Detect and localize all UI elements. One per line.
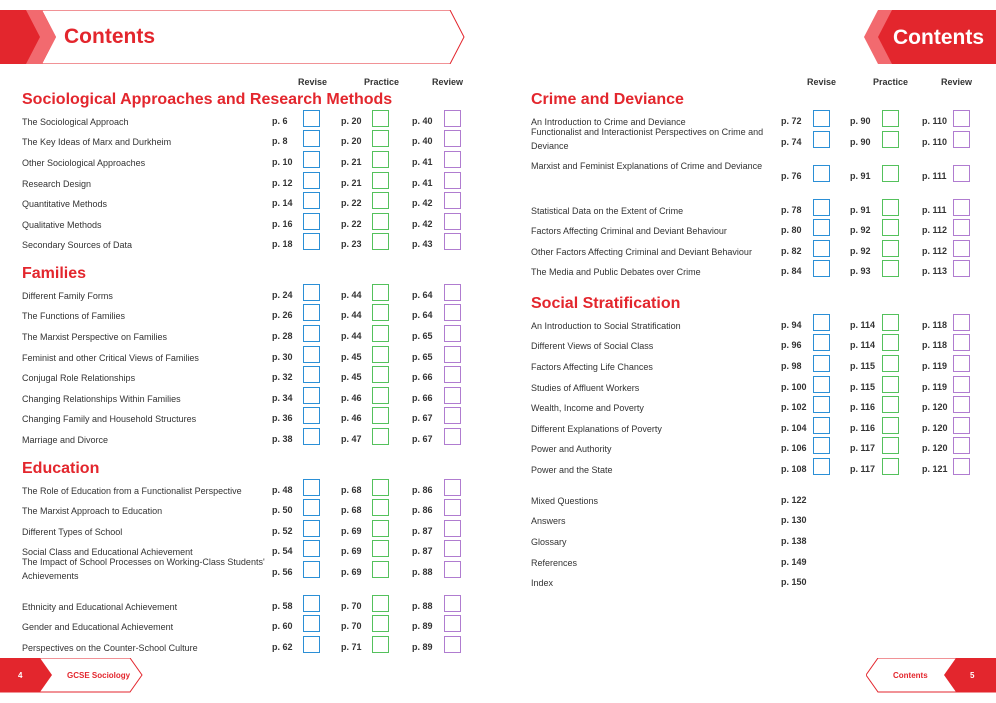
practice-page-ref: p. 116 [850,423,876,433]
revise-page-ref: p. 32 [272,372,293,382]
review-page-ref: p. 88 [412,567,433,577]
revise-checkbox[interactable] [303,561,320,578]
review-checkbox[interactable] [444,479,461,496]
review-checkbox[interactable] [444,540,461,557]
toc-entry-title: Ethnicity and Educational Achievement [22,602,178,612]
revise-page-ref: p. 94 [781,320,802,330]
toc-entry-title: Wealth, Income and Poverty [531,403,644,413]
review-page-ref: p. 88 [412,601,433,611]
review-page-ref: p. 111 [922,171,947,181]
toc-entry-title: Research Design [22,179,92,189]
revise-checkbox[interactable] [303,595,320,612]
revise-page-ref: p. 58 [272,601,293,611]
practice-page-ref: p. 44 [341,310,362,320]
review-checkbox[interactable] [444,387,461,404]
toc-entry-title: Social Class and Educational Achievement [22,547,193,557]
revise-checkbox[interactable] [303,499,320,516]
toc-entry-title: The Functions of Families [22,311,126,321]
practice-checkbox[interactable] [372,479,389,496]
section-heading: Sociological Approaches and Research Methods [22,91,393,108]
revise-checkbox[interactable] [303,233,320,250]
right-revise-header: Revise [807,77,837,87]
toc-entry-title: Factors Affecting Life Chances [531,362,653,372]
practice-page-ref: p. 20 [341,116,362,126]
review-checkbox[interactable] [444,346,461,363]
review-page-ref: p. 86 [412,485,433,495]
revise-checkbox[interactable] [813,260,830,277]
practice-page-ref: p. 47 [341,434,362,444]
revise-checkbox[interactable] [303,151,320,168]
revise-page-ref: p. 80 [781,225,802,235]
toc-entry-title: The Marxist Perspective on Families [22,332,168,342]
toc-entry-title: Different Views of Social Class [531,341,654,351]
revise-page-ref: p. 78 [781,205,802,215]
review-page-ref: p. 67 [412,413,433,423]
revise-checkbox[interactable] [303,130,320,147]
review-checkbox[interactable] [444,561,461,578]
practice-checkbox[interactable] [882,314,899,331]
practice-page-ref: p. 20 [341,136,362,146]
practice-page-ref: p. 92 [850,246,871,256]
practice-checkbox[interactable] [372,172,389,189]
revise-checkbox[interactable] [813,355,830,372]
revise-page-ref: p. 50 [272,505,293,515]
left-review-header: Review [432,77,464,87]
practice-page-ref: p. 68 [341,505,362,515]
review-checkbox[interactable] [953,219,970,236]
toc-entry-title: Marxist and Feminist Explanations of Crime and Deviance [531,161,763,171]
revise-checkbox[interactable] [303,346,320,363]
practice-checkbox[interactable] [372,520,389,537]
review-page-ref: p. 110 [922,116,948,126]
review-checkbox[interactable] [953,240,970,257]
revise-checkbox[interactable] [303,428,320,445]
review-checkbox[interactable] [444,284,461,301]
practice-checkbox[interactable] [372,499,389,516]
right-page-title: Contents [893,26,984,49]
toc-entry-title: Changing Family and Household Structures [22,414,197,424]
practice-page-ref: p. 93 [850,266,871,276]
review-checkbox[interactable] [444,407,461,424]
review-checkbox[interactable] [953,131,970,148]
practice-checkbox[interactable] [372,407,389,424]
review-page-ref: p. 67 [412,434,433,444]
revise-page-ref: p. 6 [272,116,288,126]
toc-entry-title: An Introduction to Crime and Deviance [531,117,686,127]
toc-entry-title: Conjugal Role Relationships [22,373,136,383]
revise-page-ref: p. 108 [781,464,807,474]
toc-entry-title: Different Family Forms [22,291,113,301]
revise-checkbox[interactable] [303,366,320,383]
practice-page-ref: p. 45 [341,372,362,382]
revise-checkbox[interactable] [813,219,830,236]
left-practice-header: Practice [364,77,400,87]
practice-checkbox[interactable] [372,284,389,301]
toc-entry-title: The Role of Education from a Functionalist Perspective [22,486,242,496]
revise-checkbox[interactable] [303,192,320,209]
revise-page-ref: p. 54 [272,546,293,556]
revise-checkbox[interactable] [813,240,830,257]
toc-entry-title: An Introduction to Social Stratification [531,321,681,331]
right-footer-label: Contents [893,671,928,680]
practice-page-ref: p. 44 [341,331,362,341]
revise-page-ref: p. 74 [781,137,802,147]
revise-checkbox[interactable] [303,325,320,342]
review-page-ref: p. 89 [412,621,433,631]
review-checkbox[interactable] [953,355,970,372]
practice-checkbox[interactable] [882,417,899,434]
review-checkbox[interactable] [444,615,461,632]
review-page-ref: p. 40 [412,136,433,146]
toc-entry-title: Factors Affecting Criminal and Deviant Behaviour [531,226,727,236]
toc-entry-title: Power and Authority [531,444,612,454]
revise-checkbox[interactable] [813,417,830,434]
practice-checkbox[interactable] [372,595,389,612]
section-heading: Crime and Deviance [531,91,684,108]
revise-page-ref: p. 24 [272,290,293,300]
practice-page-ref: p. 92 [850,225,871,235]
review-checkbox[interactable] [444,192,461,209]
review-page-ref: p. 43 [412,239,433,249]
revise-checkbox[interactable] [303,636,320,653]
revise-page-ref: p. 62 [272,642,293,652]
revise-page-ref: p. 18 [272,239,293,249]
practice-page-ref: p. 91 [850,171,871,181]
revise-checkbox[interactable] [303,284,320,301]
practice-checkbox[interactable] [882,437,899,454]
toc-entry-title: The Impact of School Processes on Working-Class Students' Achievements [22,557,265,581]
revise-page-ref: p. 60 [272,621,293,631]
revise-checkbox[interactable] [813,314,830,331]
extra-entry-title: Mixed Questions [531,496,599,506]
revise-checkbox[interactable] [813,131,830,148]
toc-entry-title: Marriage and Divorce [22,435,109,445]
review-page-ref: p. 112 [922,225,948,235]
toc-entry-title: Other Factors Affecting Criminal and Deviant Behaviour [531,247,752,257]
practice-page-ref: p. 44 [341,290,362,300]
review-page-ref: p. 112 [922,246,948,256]
revise-page-ref: p. 100 [781,382,807,392]
revise-checkbox[interactable] [813,110,830,127]
practice-checkbox[interactable] [882,110,899,127]
practice-page-ref: p. 46 [341,413,362,423]
toc-entry-title: Secondary Sources of Data [22,240,133,250]
revise-page-ref: p. 26 [272,310,293,320]
revise-checkbox[interactable] [303,387,320,404]
review-checkbox[interactable] [444,233,461,250]
right-footer-tab [866,658,996,694]
revise-checkbox[interactable] [813,437,830,454]
review-page-ref: p. 119 [922,361,948,371]
practice-page-ref: p. 70 [341,621,362,631]
revise-page-ref: p. 96 [781,340,802,350]
extra-entry-title: Glossary [531,537,567,547]
practice-page-ref: p. 116 [850,402,876,412]
review-checkbox[interactable] [444,595,461,612]
practice-page-ref: p. 21 [341,178,362,188]
extra-page-ref: p. 138 [781,536,807,546]
review-checkbox[interactable] [953,165,970,182]
revise-page-ref: p. 16 [272,219,293,229]
revise-page-ref: p. 106 [781,443,807,453]
revise-page-ref: p. 82 [781,246,802,256]
right-practice-header: Practice [873,77,909,87]
left-page-number: 4 [18,671,23,680]
review-checkbox[interactable] [444,520,461,537]
review-page-ref: p. 121 [922,464,948,474]
review-page-ref: p. 120 [922,443,948,453]
revise-page-ref: p. 10 [272,157,293,167]
extra-entry-title: References [531,558,578,568]
practice-checkbox[interactable] [882,458,899,475]
toc-entry-title: Quantitative Methods [22,199,108,209]
toc-entry-title: Studies of Affluent Workers [531,383,640,393]
toc-entry-title: Gender and Educational Achievement [22,622,174,632]
review-page-ref: p. 120 [922,402,948,412]
review-page-ref: p. 87 [412,526,433,536]
toc-entry-title: Feminist and other Critical Views of Families [22,353,199,363]
revise-page-ref: p. 8 [272,136,288,146]
review-page-ref: p. 118 [922,320,948,330]
practice-checkbox[interactable] [882,240,899,257]
revise-page-ref: p. 98 [781,361,802,371]
practice-page-ref: p. 91 [850,205,871,215]
revise-checkbox[interactable] [813,458,830,475]
review-page-ref: p. 118 [922,340,948,350]
toc-entry-title: Qualitative Methods [22,220,102,230]
review-checkbox[interactable] [953,334,970,351]
review-checkbox[interactable] [953,199,970,216]
practice-page-ref: p. 22 [341,198,362,208]
review-page-ref: p. 113 [922,266,948,276]
practice-checkbox[interactable] [372,233,389,250]
practice-page-ref: p. 23 [341,239,362,249]
practice-checkbox[interactable] [372,540,389,557]
review-checkbox[interactable] [444,130,461,147]
review-checkbox[interactable] [444,499,461,516]
review-page-ref: p. 41 [412,157,433,167]
review-page-ref: p. 40 [412,116,433,126]
revise-checkbox[interactable] [303,540,320,557]
revise-page-ref: p. 14 [272,198,293,208]
revise-checkbox[interactable] [303,407,320,424]
toc-entry-title: Changing Relationships Within Families [22,394,181,404]
revise-page-ref: p. 12 [272,178,293,188]
practice-checkbox[interactable] [372,304,389,321]
practice-checkbox[interactable] [882,355,899,372]
toc-entry-title: Different Explanations of Poverty [531,424,662,434]
practice-page-ref: p. 117 [850,443,876,453]
practice-checkbox[interactable] [372,636,389,653]
practice-page-ref: p. 114 [850,340,876,350]
review-page-ref: p. 87 [412,546,433,556]
toc-entry-title: The Marxist Approach to Education [22,506,163,516]
review-page-ref: p. 64 [412,310,433,320]
review-page-ref: p. 41 [412,178,433,188]
review-checkbox[interactable] [953,110,970,127]
section-heading: Education [22,460,100,477]
practice-page-ref: p. 21 [341,157,362,167]
review-checkbox[interactable] [953,396,970,413]
revise-page-ref: p. 104 [781,423,807,433]
revise-checkbox[interactable] [303,172,320,189]
practice-checkbox[interactable] [882,165,899,182]
revise-checkbox[interactable] [813,396,830,413]
extra-entry-title: Answers [531,516,566,526]
review-checkbox[interactable] [444,304,461,321]
revise-page-ref: p. 72 [781,116,802,126]
revise-page-ref: p. 48 [272,485,293,495]
toc-entry-title: Functionalist and Interactionist Perspectives on Crime and Deviance [531,127,764,151]
practice-checkbox[interactable] [372,213,389,230]
practice-checkbox[interactable] [372,366,389,383]
revise-checkbox[interactable] [303,615,320,632]
review-checkbox[interactable] [444,366,461,383]
toc-entry-title: The Media and Public Debates over Crime [531,267,701,277]
review-checkbox[interactable] [444,172,461,189]
practice-checkbox[interactable] [372,151,389,168]
toc-entry-title: Different Types of School [22,527,123,537]
review-page-ref: p. 65 [412,331,433,341]
revise-checkbox[interactable] [813,165,830,182]
revise-checkbox[interactable] [813,199,830,216]
section-heading: Families [22,265,87,282]
section-heading: Social Stratification [531,295,681,312]
practice-checkbox[interactable] [372,325,389,342]
practice-page-ref: p. 69 [341,526,362,536]
revise-page-ref: p. 102 [781,402,807,412]
practice-page-ref: p. 70 [341,601,362,611]
review-page-ref: p. 120 [922,423,948,433]
practice-page-ref: p. 68 [341,485,362,495]
review-page-ref: p. 119 [922,382,948,392]
extra-entry-title: Index [531,578,554,588]
practice-checkbox[interactable] [372,130,389,147]
review-checkbox[interactable] [953,458,970,475]
left-page-title: Contents [64,25,155,48]
revise-page-ref: p. 28 [272,331,293,341]
review-checkbox[interactable] [444,428,461,445]
practice-page-ref: p. 117 [850,464,876,474]
toc-entry-title: The Sociological Approach [22,117,129,127]
review-page-ref: p. 64 [412,290,433,300]
practice-checkbox[interactable] [372,192,389,209]
revise-page-ref: p. 34 [272,393,293,403]
practice-checkbox[interactable] [882,131,899,148]
practice-checkbox[interactable] [372,615,389,632]
review-checkbox[interactable] [444,213,461,230]
review-checkbox[interactable] [953,437,970,454]
review-page-ref: p. 110 [922,137,948,147]
revise-checkbox[interactable] [303,213,320,230]
practice-checkbox[interactable] [372,428,389,445]
practice-checkbox[interactable] [372,346,389,363]
right-review-header: Review [941,77,973,87]
extra-page-ref: p. 130 [781,515,807,525]
toc-entry-title: The Key Ideas of Marx and Durkheim [22,137,172,147]
extra-page-ref: p. 122 [781,495,807,505]
right-page-number: 5 [970,671,975,680]
revise-checkbox[interactable] [303,520,320,537]
revise-page-ref: p. 84 [781,266,802,276]
revise-checkbox[interactable] [303,304,320,321]
practice-checkbox[interactable] [882,376,899,393]
practice-checkbox[interactable] [372,387,389,404]
extra-page-ref: p. 149 [781,557,807,567]
review-page-ref: p. 111 [922,205,947,215]
practice-page-ref: p. 22 [341,219,362,229]
practice-checkbox[interactable] [372,110,389,127]
practice-page-ref: p. 69 [341,567,362,577]
review-checkbox[interactable] [444,110,461,127]
practice-checkbox[interactable] [372,561,389,578]
revise-page-ref: p. 52 [272,526,293,536]
revise-page-ref: p. 76 [781,171,802,181]
practice-checkbox[interactable] [882,334,899,351]
toc-entry-title: Power and the State [531,465,613,475]
review-checkbox[interactable] [953,314,970,331]
toc-entry-title: Statistical Data on the Extent of Crime [531,206,684,216]
practice-page-ref: p. 115 [850,382,876,392]
revise-checkbox[interactable] [813,376,830,393]
practice-page-ref: p. 69 [341,546,362,556]
review-page-ref: p. 89 [412,642,433,652]
revise-checkbox[interactable] [303,110,320,127]
left-footer-label: GCSE Sociology [67,671,131,680]
practice-page-ref: p. 90 [850,137,871,147]
practice-page-ref: p. 114 [850,320,876,330]
toc-entry-title: Other Sociological Approaches [22,158,146,168]
practice-page-ref: p. 71 [341,642,362,652]
practice-page-ref: p. 45 [341,352,362,362]
review-page-ref: p. 66 [412,372,433,382]
practice-checkbox[interactable] [882,199,899,216]
practice-checkbox[interactable] [882,219,899,236]
review-page-ref: p. 66 [412,393,433,403]
review-checkbox[interactable] [953,417,970,434]
review-page-ref: p. 65 [412,352,433,362]
review-checkbox[interactable] [953,260,970,277]
revise-page-ref: p. 56 [272,567,293,577]
revise-page-ref: p. 36 [272,413,293,423]
review-checkbox[interactable] [444,325,461,342]
revise-page-ref: p. 30 [272,352,293,362]
review-page-ref: p. 42 [412,198,433,208]
toc-entry-title: Perspectives on the Counter-School Culture [22,643,198,653]
revise-checkbox[interactable] [303,479,320,496]
practice-page-ref: p. 90 [850,116,871,126]
review-checkbox[interactable] [444,636,461,653]
review-page-ref: p. 42 [412,219,433,229]
revise-page-ref: p. 38 [272,434,293,444]
revise-checkbox[interactable] [813,334,830,351]
extra-page-ref: p. 150 [781,577,807,587]
review-checkbox[interactable] [444,151,461,168]
review-page-ref: p. 86 [412,505,433,515]
left-revise-header: Revise [298,77,328,87]
practice-page-ref: p. 115 [850,361,876,371]
practice-checkbox[interactable] [882,260,899,277]
practice-checkbox[interactable] [882,396,899,413]
practice-page-ref: p. 46 [341,393,362,403]
review-checkbox[interactable] [953,376,970,393]
